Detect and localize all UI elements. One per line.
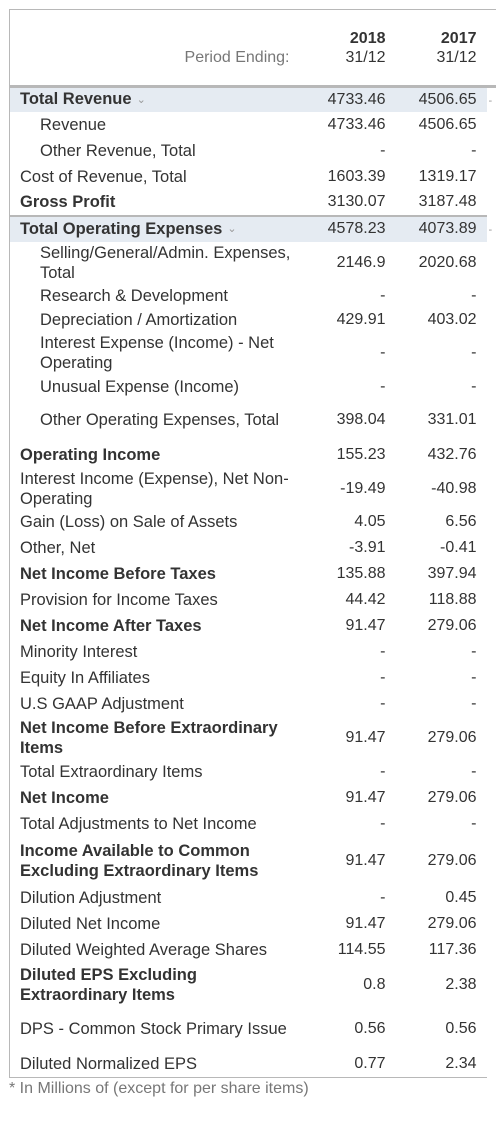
row-label-text: Total Extraordinary Items <box>20 763 203 781</box>
value-2017: 118.88 <box>428 590 477 608</box>
row-label <box>10 785 298 811</box>
row-label <box>10 665 298 691</box>
value-2018: - <box>380 694 386 712</box>
row-label-text: Revenue <box>40 115 107 134</box>
table-row <box>10 164 496 190</box>
row-label <box>10 164 298 190</box>
row-label-text: Diluted EPS Excluding Extraordinary Items <box>20 965 197 1004</box>
table-header-row <box>10 10 496 87</box>
table-row <box>10 399 496 442</box>
row-label <box>10 510 298 535</box>
value-2017: 6.56 <box>445 513 477 530</box>
value-2017: - <box>471 814 477 832</box>
column-date-2017: 31/12 <box>436 48 477 66</box>
row-edge-cell <box>487 1007 496 1052</box>
table-row <box>10 1007 496 1052</box>
row-label <box>10 1052 298 1078</box>
table-row <box>10 468 496 510</box>
row-label <box>10 442 298 468</box>
value-2018: - <box>380 642 386 660</box>
row-label <box>10 375 298 399</box>
value-2017: 2.38 <box>445 975 477 993</box>
row-edge-cell <box>487 138 496 164</box>
row-edge-cell <box>487 937 496 963</box>
row-label-text: Cost of Revenue, Total <box>20 167 187 186</box>
table-row <box>10 937 496 963</box>
row-label-text: Diluted Weighted Average Shares <box>20 940 268 959</box>
row-edge-cell <box>487 112 496 138</box>
row-label-text: Other Revenue, Total <box>40 141 196 160</box>
row-label-text: Gain (Loss) on Sale of Assets <box>20 513 238 531</box>
value-2018: - <box>380 141 386 159</box>
row-label-text: Income Available to Common Excluding Extraordinary Items <box>20 841 259 880</box>
row-label-text: Interest Income (Expense), Net Non-Operating <box>20 469 289 508</box>
row-label <box>10 937 298 963</box>
value-2017: -40.98 <box>431 479 477 497</box>
row-label-text: Total Adjustments to Net Income <box>20 814 257 833</box>
value-2018: 44.42 <box>345 590 386 608</box>
value-2017: 279.06 <box>427 914 477 932</box>
row-edge-cell <box>487 510 496 535</box>
row-label-text: Unusual Expense (Income) <box>40 377 240 396</box>
row-label-text: Net Income Before Taxes <box>20 564 216 583</box>
value-2018: 91.47 <box>345 851 386 869</box>
row-edge-cell <box>487 399 496 442</box>
value-2017: 0.56 <box>445 1020 477 1037</box>
row-label-text: Operating Income <box>20 445 161 464</box>
value-2017: 4073.89 <box>396 216 487 242</box>
table-row <box>10 112 496 138</box>
value-2018: - <box>380 286 386 304</box>
row-label <box>10 284 298 308</box>
value-2017: 117.36 <box>428 940 477 958</box>
value-2017: 4506.65 <box>418 115 477 133</box>
value-2018: 91.47 <box>345 729 386 746</box>
row-edge-cell <box>487 535 496 561</box>
value-2018: - <box>380 344 386 361</box>
value-2018: -3.91 <box>349 538 386 556</box>
row-edge-cell <box>487 87 496 112</box>
row-label-text: Research & Development <box>40 286 229 305</box>
value-2017: - <box>471 694 477 712</box>
row-label <box>10 561 298 587</box>
row-label <box>10 639 298 665</box>
header-edge-cell <box>487 10 496 87</box>
table-row <box>10 837 496 885</box>
value-2018: 0.8 <box>363 975 386 993</box>
row-edge-cell <box>487 963 496 1007</box>
row-edge-cell <box>487 308 496 332</box>
table-row <box>10 308 496 332</box>
value-2017: 397.94 <box>427 564 477 582</box>
value-2017: - <box>471 344 477 361</box>
chevron-down-icon[interactable]: ⌄ <box>136 94 146 107</box>
chevron-down-icon[interactable]: ⌄ <box>227 223 237 236</box>
row-label-text: U.S GAAP Adjustment <box>20 694 184 713</box>
row-label <box>10 963 298 1007</box>
value-2018: 0.56 <box>354 1020 386 1037</box>
row-edge-cell <box>487 561 496 587</box>
column-header-2017 <box>396 10 487 87</box>
value-2018: - <box>380 668 386 686</box>
value-2017: - <box>471 286 477 304</box>
row-edge-cell <box>487 811 496 837</box>
row-label-text: Net Income <box>20 788 109 807</box>
table-row <box>10 639 496 665</box>
column-year-2017: 2017 <box>440 29 477 47</box>
value-2018: 4.05 <box>354 513 386 530</box>
value-2018: 3130.07 <box>327 193 386 210</box>
value-2017: - <box>471 377 477 395</box>
row-label <box>10 587 298 613</box>
row-label <box>10 308 298 332</box>
table-row[interactable] <box>10 87 496 112</box>
value-2017: 279.06 <box>427 788 477 806</box>
value-2017: 4506.65 <box>396 87 487 112</box>
value-2017: - <box>471 141 477 159</box>
table-row <box>10 332 496 375</box>
row-label <box>10 717 298 760</box>
table-row <box>10 138 496 164</box>
value-2018: 4733.46 <box>327 115 386 133</box>
value-2018: 91.47 <box>345 914 386 932</box>
row-edge-cell <box>487 837 496 885</box>
row-label <box>10 332 298 375</box>
table-row <box>10 242 496 284</box>
value-2017: 279.06 <box>427 616 477 634</box>
row-edge-cell <box>487 242 496 284</box>
value-2018: 429.91 <box>336 310 386 328</box>
row-label-text: Total Revenue <box>20 90 132 109</box>
row-label <box>10 399 298 442</box>
row-label-text: DPS - Common Stock Primary Issue <box>20 1020 287 1038</box>
value-2017: 2.34 <box>396 1052 487 1078</box>
value-2018: 1603.39 <box>327 167 386 185</box>
table-row <box>10 613 496 639</box>
row-label-text: Diluted Net Income <box>20 914 161 933</box>
row-edge-cell <box>487 665 496 691</box>
row-edge-cell <box>487 587 496 613</box>
row-label <box>10 535 298 561</box>
row-label-text: Net Income After Taxes <box>20 616 202 635</box>
next-column-marker-icon: - <box>488 223 493 236</box>
row-label <box>10 885 298 911</box>
row-edge-cell <box>487 885 496 911</box>
value-2018: - <box>380 888 386 906</box>
table-row <box>10 717 496 760</box>
table-row <box>10 665 496 691</box>
table-row <box>10 284 496 308</box>
row-edge-cell <box>487 375 496 399</box>
row-label-text: Equity In Affiliates <box>20 668 150 687</box>
row-label-text: Dilution Adjustment <box>20 888 162 907</box>
row-edge-cell <box>487 760 496 785</box>
row-edge-cell <box>487 332 496 375</box>
table-row <box>10 375 496 399</box>
row-label-text: Diluted Normalized EPS <box>20 1055 197 1074</box>
table-row <box>10 885 496 911</box>
value-2017: 279.06 <box>427 851 477 869</box>
table-row <box>10 561 496 587</box>
row-edge-cell <box>487 613 496 639</box>
table-row <box>10 535 496 561</box>
value-2017: - <box>471 763 477 780</box>
row-label-text: Interest Expense (Income) - Net Operating <box>40 334 274 372</box>
row-label[interactable] <box>10 216 298 242</box>
value-2017: 3187.48 <box>418 193 477 210</box>
row-edge-cell <box>487 468 496 510</box>
value-2018: 91.47 <box>345 616 386 634</box>
table-row <box>10 1052 496 1078</box>
period-ending-label: Period Ending: <box>10 10 298 87</box>
row-label <box>10 242 298 284</box>
value-2017: 331.01 <box>427 411 477 428</box>
table-row <box>10 691 496 717</box>
value-2017: - <box>471 668 477 686</box>
value-2018: - <box>380 763 386 780</box>
row-label-text: Total Operating Expenses <box>20 219 223 238</box>
column-date-2018: 31/12 <box>345 48 386 66</box>
value-2018: 91.47 <box>345 788 386 806</box>
row-label-text: Other, Net <box>20 538 96 557</box>
value-2017: - <box>471 642 477 660</box>
table-row <box>10 811 496 837</box>
row-label[interactable] <box>10 87 298 112</box>
table-row <box>10 785 496 811</box>
row-edge-cell <box>487 785 496 811</box>
value-2017: 0.45 <box>445 888 477 906</box>
row-edge-cell <box>487 164 496 190</box>
row-label <box>10 911 298 937</box>
value-2018: 155.23 <box>336 445 386 463</box>
table-row <box>10 587 496 613</box>
income-statement-table <box>9 9 496 1078</box>
row-label <box>10 837 298 885</box>
row-label <box>10 1007 298 1052</box>
value-2018: - <box>380 814 386 832</box>
row-edge-cell <box>487 190 496 216</box>
table-row <box>10 963 496 1007</box>
table-row <box>10 442 496 468</box>
table-row <box>10 911 496 937</box>
row-label-text: Selling/General/Admin. Expenses, Total <box>40 243 291 282</box>
value-2018: 4733.46 <box>298 87 396 112</box>
row-label <box>10 613 298 639</box>
row-edge-cell <box>487 1052 496 1078</box>
next-column-marker-icon: - <box>488 94 493 107</box>
row-label-text: Other Operating Expenses, Total <box>40 411 280 429</box>
value-2018: 398.04 <box>336 411 386 428</box>
row-label <box>10 691 298 717</box>
value-2018: 114.55 <box>337 940 386 958</box>
row-label-text: Minority Interest <box>20 642 138 661</box>
row-edge-cell <box>487 216 496 242</box>
value-2018: 135.88 <box>336 564 386 582</box>
value-2018: - <box>380 377 386 395</box>
row-label <box>10 190 298 216</box>
value-2017: 432.76 <box>427 445 477 463</box>
row-edge-cell <box>487 442 496 468</box>
column-year-2018: 2018 <box>349 29 386 47</box>
footnote: * In Millions of (except for per share items) <box>9 1080 309 1097</box>
row-edge-cell <box>487 639 496 665</box>
row-label <box>10 811 298 837</box>
value-2017: 2020.68 <box>418 253 477 271</box>
value-2017: 1319.17 <box>418 167 477 185</box>
table-row <box>10 760 496 785</box>
row-label <box>10 468 298 510</box>
row-edge-cell <box>487 911 496 937</box>
row-edge-cell <box>487 284 496 308</box>
table-row <box>10 510 496 535</box>
row-edge-cell <box>487 691 496 717</box>
value-2018: 4578.23 <box>298 216 396 242</box>
value-2018: 0.77 <box>298 1052 396 1078</box>
value-2017: 279.06 <box>427 729 477 746</box>
value-2017: 403.02 <box>427 310 477 328</box>
value-2017: -0.41 <box>440 538 477 556</box>
row-edge-cell <box>487 717 496 760</box>
row-label-text: Net Income Before Extraordinary Items <box>20 719 278 757</box>
value-2018: -19.49 <box>340 479 386 497</box>
row-label <box>10 138 298 164</box>
value-2018: 2146.9 <box>336 253 386 271</box>
table-row[interactable] <box>10 216 496 242</box>
row-label-text: Depreciation / Amortization <box>40 310 238 329</box>
row-label <box>10 760 298 785</box>
row-label-text: Gross Profit <box>20 193 116 211</box>
table-row <box>10 190 496 216</box>
row-label <box>10 112 298 138</box>
column-header-2018 <box>298 10 396 87</box>
row-label-text: Provision for Income Taxes <box>20 590 218 609</box>
